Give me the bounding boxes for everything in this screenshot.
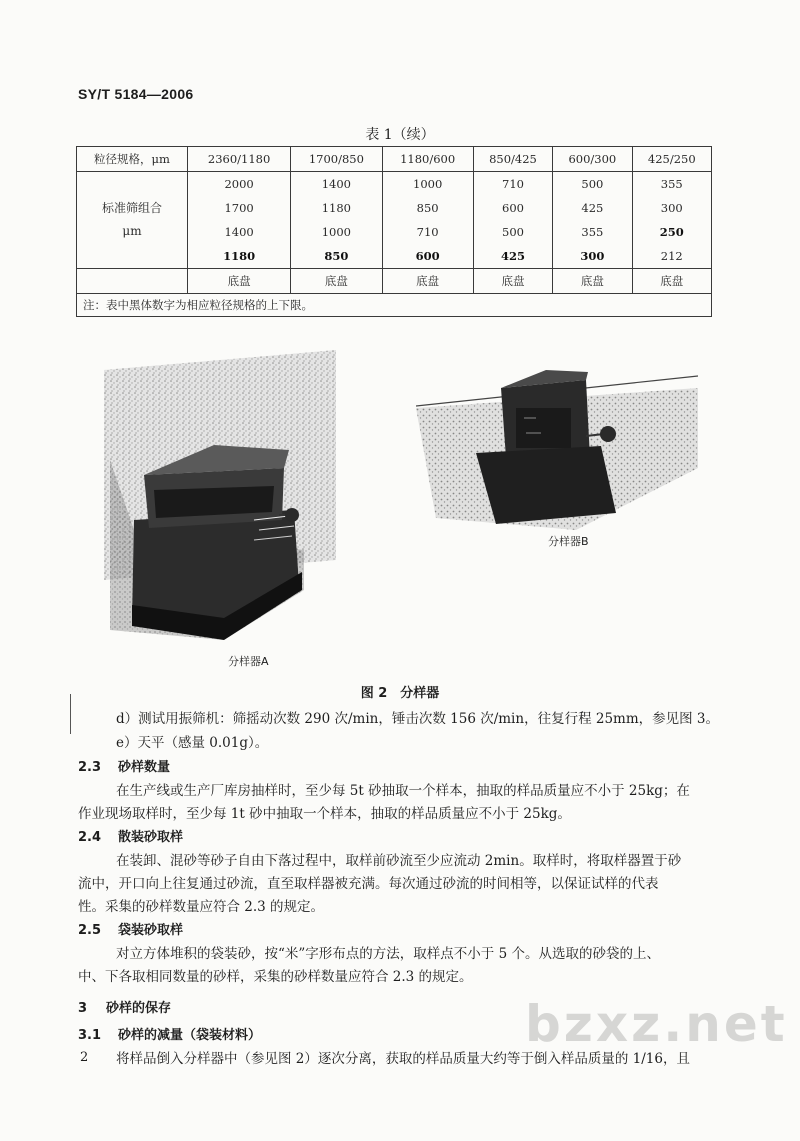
- table-cell: 600: [382, 244, 473, 269]
- col-header: 2360/1180: [188, 147, 291, 172]
- section-3-heading: [78, 997, 171, 1016]
- table-cell: 底盘: [553, 269, 632, 294]
- table-cell: 850: [382, 196, 473, 220]
- table-cell: 1400: [291, 172, 382, 197]
- standard-code: SY/T 5184—2006: [78, 86, 194, 102]
- col-header: 1180/600: [382, 147, 473, 172]
- table-cell: 1180: [291, 196, 382, 220]
- section-number: 2.5: [78, 923, 102, 938]
- item-e: e）天平（感量 0.01g）。: [116, 735, 269, 751]
- sample-splitter-a-photo: [104, 350, 336, 650]
- table-title: 表 1（续）: [365, 127, 435, 143]
- header-label: 粒径规格，μm: [77, 147, 188, 172]
- section-title: 砂样的保存: [106, 1001, 172, 1016]
- table-cell: 355: [632, 172, 711, 197]
- table-cell: 1000: [291, 220, 382, 244]
- table-cell: 1700: [188, 196, 291, 220]
- table-cell: 710: [473, 172, 552, 197]
- section-number: 2.3: [78, 760, 102, 775]
- table-cell: 250: [632, 220, 711, 244]
- section-2-5-heading: [78, 919, 183, 938]
- table-row: [77, 269, 712, 294]
- paragraph-line: 在装卸、混砂等砂子自由下落过程中，取样前砂流至少应流动 2min。取样时，将取样器置于砂: [116, 853, 682, 869]
- table-cell: 1180: [188, 244, 291, 269]
- row-label: [77, 172, 188, 269]
- table-cell: 底盘: [188, 269, 291, 294]
- table-note: 注：表中黑体数字为相应粒径规格的上下限。: [77, 294, 712, 317]
- margin-mark: [70, 694, 71, 734]
- paragraph-line: 对立方体堆积的袋装砂，按“米”字形布点的方法，取样点不小于 5 个。从选取的砂袋的上、: [116, 946, 660, 962]
- col-header: 1700/850: [291, 147, 382, 172]
- table-cell: 底盘: [632, 269, 711, 294]
- sample-splitter-b-photo: [416, 348, 698, 530]
- figure-title: 图 2 分样器: [360, 686, 440, 701]
- table-cell: 500: [553, 172, 632, 197]
- section-title: 散装砂取样: [118, 830, 184, 845]
- table-cell: 底盘: [473, 269, 552, 294]
- table-row: [77, 172, 712, 197]
- section-title: 砂样数量: [118, 760, 171, 775]
- splitter-b-label: 分样器B: [548, 535, 589, 548]
- row-label-unit: μm: [122, 224, 142, 238]
- table-cell: 300: [553, 244, 632, 269]
- paragraph-line: 中、下各取相同数量的砂样，采集的砂样数量应符合 2.3 的规定。: [78, 969, 473, 985]
- paragraph-line: 将样品倒入分样器中（参见图 2）逐次分离，获取的样品质量大约等于倒入样品质量的 1/16，且: [116, 1051, 690, 1067]
- table-cell-empty: [77, 269, 188, 294]
- table-cell: 底盘: [382, 269, 473, 294]
- table-cell: 425: [473, 244, 552, 269]
- table-note-row: [77, 294, 712, 317]
- table-cell: 300: [632, 196, 711, 220]
- watermark: bzxz.net: [525, 995, 788, 1053]
- table-cell: 600: [473, 196, 552, 220]
- table-cell: 355: [553, 220, 632, 244]
- section-title: 砂样的减量（袋装材料）: [118, 1028, 262, 1043]
- sieve-table: [76, 146, 712, 317]
- table-cell: 2000: [188, 172, 291, 197]
- table-cell: 1000: [382, 172, 473, 197]
- page-number: 2: [80, 1050, 89, 1065]
- col-header: 425/250: [632, 147, 711, 172]
- paragraph-line: 流中，开口向上往复通过砂流，直至取样器被充满。每次通过砂流的时间相等，以保证试样的代表: [78, 876, 659, 892]
- table-cell: 425: [553, 196, 632, 220]
- paragraph-line: 在生产线或生产厂库房抽样时，至少每 5t 砂抽取一个样本，抽取的样品质量应不小于 25kg；在: [116, 783, 690, 799]
- section-number: 3.1: [78, 1028, 102, 1043]
- section-3-1-heading: [78, 1024, 261, 1043]
- paragraph-line: 性。采集的砂样数量应符合 2.3 的规定。: [78, 899, 325, 915]
- table-cell: 1400: [188, 220, 291, 244]
- col-header: 850/425: [473, 147, 552, 172]
- table-cell: 500: [473, 220, 552, 244]
- table-header-row: [77, 147, 712, 172]
- splitter-a-label: 分样器A: [228, 655, 269, 668]
- table-cell: 212: [632, 244, 711, 269]
- item-d: d）测试用振筛机：筛摇动次数 290 次/min，锤击次数 156 次/min，往复行程 25mm，参见图 3。: [116, 711, 720, 727]
- section-2-4-heading: [78, 826, 183, 845]
- paragraph-line: 作业现场取样时，至少每 1t 砂中抽取一个样本，抽取的样品质量应不小于 25kg。: [78, 806, 571, 822]
- section-number: 2.4: [78, 830, 102, 845]
- table-cell: 底盘: [291, 269, 382, 294]
- table-cell: 710: [382, 220, 473, 244]
- row-label-title: 标准筛组合: [101, 201, 162, 216]
- section-title: 袋装砂取样: [118, 923, 184, 938]
- section-2-3-heading: [78, 756, 170, 775]
- col-header: 600/300: [553, 147, 632, 172]
- section-number: 3: [78, 1001, 88, 1016]
- table-cell: 850: [291, 244, 382, 269]
